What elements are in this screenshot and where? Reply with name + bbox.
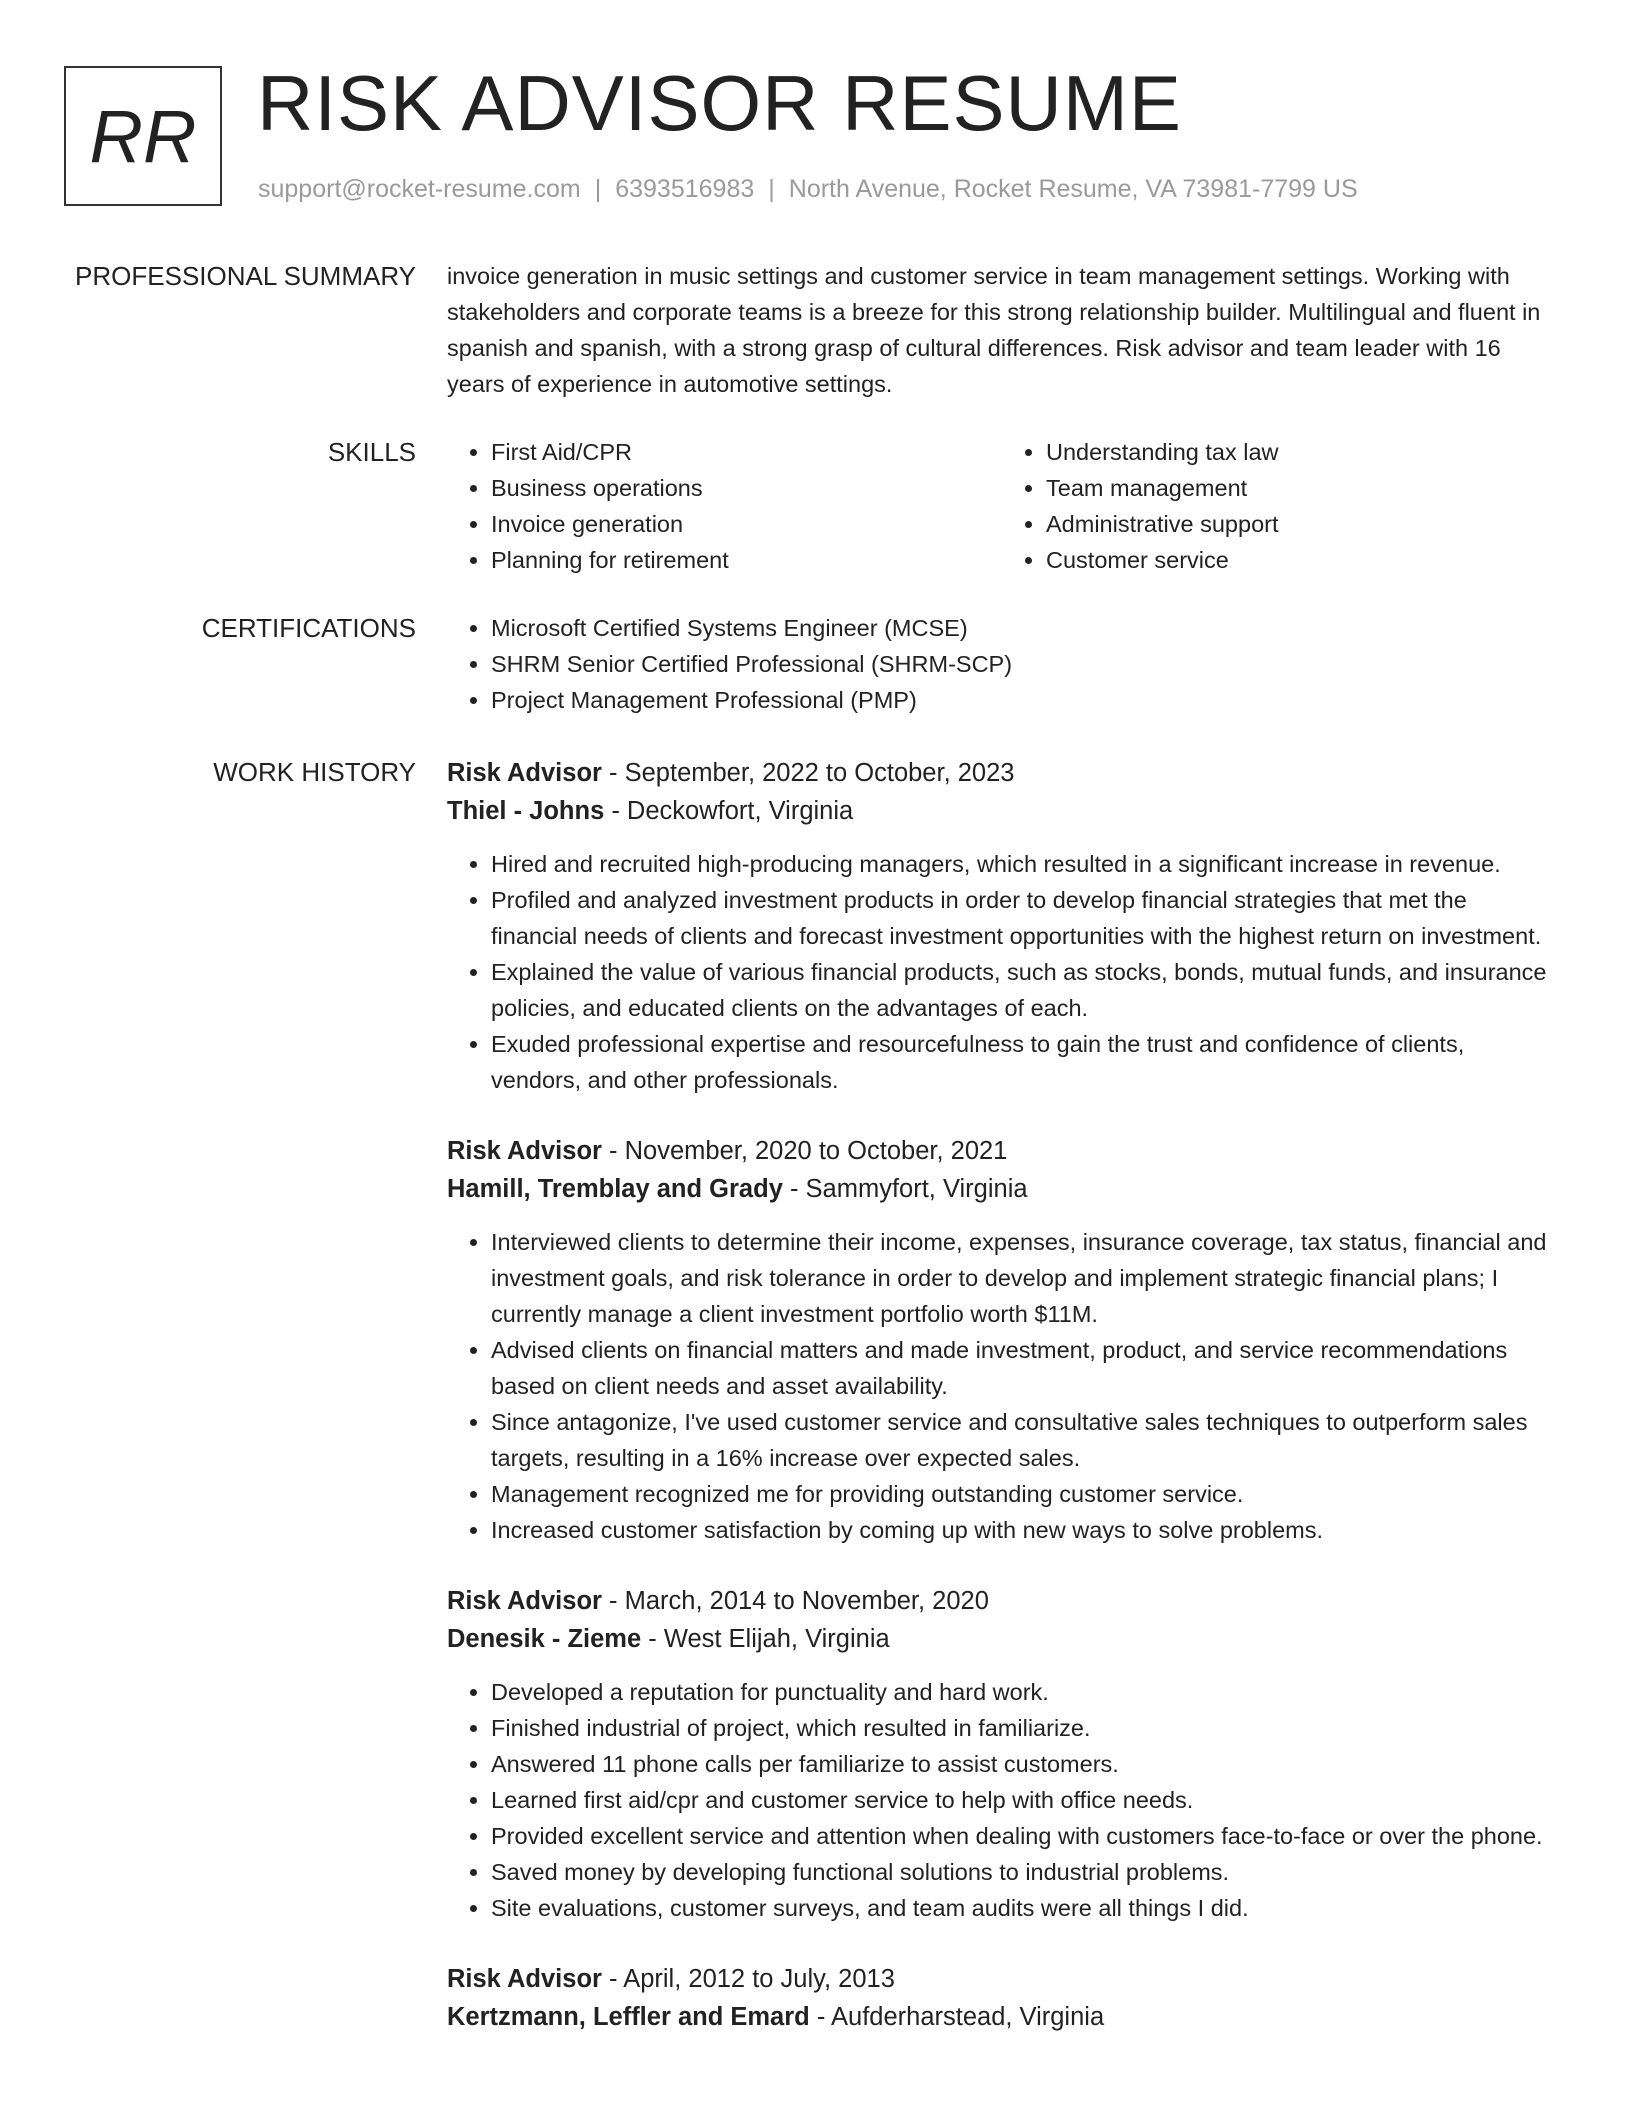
job-bullet: • Interviewed clients to determine their income, expenses, insurance coverage, tax status, financial and investment goals, and risk tolerance in order to develop and implement strategic financial plans; I currently manage a client investment portfolio worth $11M. xyxy=(491,1224,1557,1332)
job-bullets xyxy=(447,1674,1557,1926)
job-bullet: • Increased customer satisfaction by coming up with new ways to solve problems. xyxy=(491,1512,1557,1548)
skill-item: • Planning for retirement xyxy=(491,542,1002,578)
job-bullets xyxy=(447,846,1557,1098)
job-heading xyxy=(447,754,1557,792)
job-location: - West Elijah, Virginia xyxy=(641,1625,890,1653)
contact-email[interactable]: support@rocket-resume.com xyxy=(258,175,581,203)
job-bullet: • Site evaluations, customer surveys, and team audits were all things I did. xyxy=(491,1890,1557,1926)
job-bullet: • Finished industrial of project, which resulted in familiarize. xyxy=(491,1710,1557,1746)
monogram-logo: RR xyxy=(64,66,222,206)
job-bullet: • Profiled and analyzed investment products in order to develop financial strategies that met the financial needs of clients and forecast investment opportunities with the highest return on investment. xyxy=(491,882,1557,954)
job-employer xyxy=(447,1998,1557,2036)
contact-phone[interactable]: 6393516983 xyxy=(615,175,755,203)
job-bullets xyxy=(447,1224,1557,1548)
skill-item: • Team management xyxy=(1046,470,1557,506)
certifications-content xyxy=(447,610,1557,718)
job-location: - Sammyfort, Virginia xyxy=(782,1175,1028,1203)
certifications-list xyxy=(447,610,1557,718)
job-entry xyxy=(447,1132,1557,1548)
skill-item: • Administrative support xyxy=(1046,506,1557,542)
contact-separator: | xyxy=(594,175,602,203)
work-history-content xyxy=(447,754,1557,2070)
job-title: Risk Advisor xyxy=(447,1137,602,1165)
certification-item: • Microsoft Certified Systems Engineer (MCSE) xyxy=(491,610,1557,646)
summary-content xyxy=(447,258,1557,402)
job-bullet: • Hired and recruited high-producing managers, which resulted in a significant increase in revenue. xyxy=(491,846,1557,882)
job-dates: - September, 2022 to October, 2023 xyxy=(601,759,1015,787)
job-title: Risk Advisor xyxy=(447,1965,602,1993)
job-company: Thiel - Johns xyxy=(447,797,605,825)
job-bullet: • Developed a reputation for punctuality and hard work. xyxy=(491,1674,1557,1710)
job-bullet: • Saved money by developing functional solutions to industrial problems. xyxy=(491,1854,1557,1890)
job-bullet: • Provided excellent service and attention when dealing with customers face-to-face or over the phone. xyxy=(491,1818,1557,1854)
job-entry xyxy=(447,754,1557,1098)
summary-text: invoice generation in music settings and customer service in team management settings. Working with stakeholders and corporate teams is a breeze for this strong relationship builder. Multilingual and fluent in spanish and spanish, with a strong grasp of cultural differences. Risk advisor and team leader with 16 years of experience in automotive settings. xyxy=(447,263,1541,397)
job-bullet: • Answered 11 phone calls per familiarize to assist customers. xyxy=(491,1746,1557,1782)
skill-item: • Invoice generation xyxy=(491,506,1002,542)
skills-content xyxy=(447,434,1557,578)
job-employer xyxy=(447,1170,1557,1208)
skills-list-left xyxy=(447,434,1002,578)
job-bullet: • Since antagonize, I've used customer service and consultative sales techniques to outperform sales targets, resulting in a 16% increase over expected sales. xyxy=(491,1404,1557,1476)
job-bullet: • Management recognized me for providing outstanding customer service. xyxy=(491,1476,1557,1512)
job-bullet: • Learned first aid/cpr and customer service to help with office needs. xyxy=(491,1782,1557,1818)
job-dates: - April, 2012 to July, 2013 xyxy=(601,1965,895,1993)
job-bullet: • Advised clients on financial matters and made investment, product, and service recommendations based on client needs and asset availability. xyxy=(491,1332,1557,1404)
skill-item: • First Aid/CPR xyxy=(491,434,1002,470)
job-bullet: • Exuded professional expertise and resourcefulness to gain the trust and confidence of clients, vendors, and other professionals. xyxy=(491,1026,1557,1098)
job-location: - Deckowfort, Virginia xyxy=(604,797,854,825)
contact-address: North Avenue, Rocket Resume, VA 73981-7799 US xyxy=(788,175,1358,203)
resume-title: RISK ADVISOR RESUME xyxy=(257,59,1182,147)
job-location: - Aufderharstead, Virginia xyxy=(809,2003,1105,2031)
skill-item: • Customer service xyxy=(1046,542,1557,578)
certification-item: • SHRM Senior Certified Professional (SHRM-SCP) xyxy=(491,646,1557,682)
skill-item: • Business operations xyxy=(491,470,1002,506)
contact-line xyxy=(258,175,1358,204)
skill-item: • Understanding tax law xyxy=(1046,434,1557,470)
skills-list-right xyxy=(1002,434,1557,578)
job-heading xyxy=(447,1582,1557,1620)
section-label-summary: PROFESSIONAL SUMMARY xyxy=(75,261,416,291)
job-title: Risk Advisor xyxy=(447,759,602,787)
job-bullet: • Explained the value of various financial products, such as stocks, bonds, mutual funds, and insurance policies, and educated clients on the advantages of each. xyxy=(491,954,1557,1026)
contact-separator: | xyxy=(768,175,775,203)
certification-item: • Project Management Professional (PMP) xyxy=(491,682,1557,718)
section-label-skills: SKILLS xyxy=(327,437,416,467)
job-dates: - March, 2014 to November, 2020 xyxy=(601,1587,989,1615)
job-dates: - November, 2020 to October, 2021 xyxy=(601,1137,1008,1165)
section-label-certifications: CERTIFICATIONS xyxy=(201,613,416,643)
job-heading xyxy=(447,1132,1557,1170)
job-employer xyxy=(447,792,1557,830)
job-title: Risk Advisor xyxy=(447,1587,602,1615)
job-heading xyxy=(447,1960,1557,1998)
job-entry xyxy=(447,1960,1557,2036)
job-company: Denesik - Zieme xyxy=(447,1625,642,1653)
job-employer xyxy=(447,1620,1557,1658)
job-company: Hamill, Tremblay and Grady xyxy=(447,1175,783,1203)
job-company: Kertzmann, Leffler and Emard xyxy=(447,2003,810,2031)
section-label-work-history: WORK HISTORY xyxy=(213,757,416,787)
job-entry xyxy=(447,1582,1557,1926)
